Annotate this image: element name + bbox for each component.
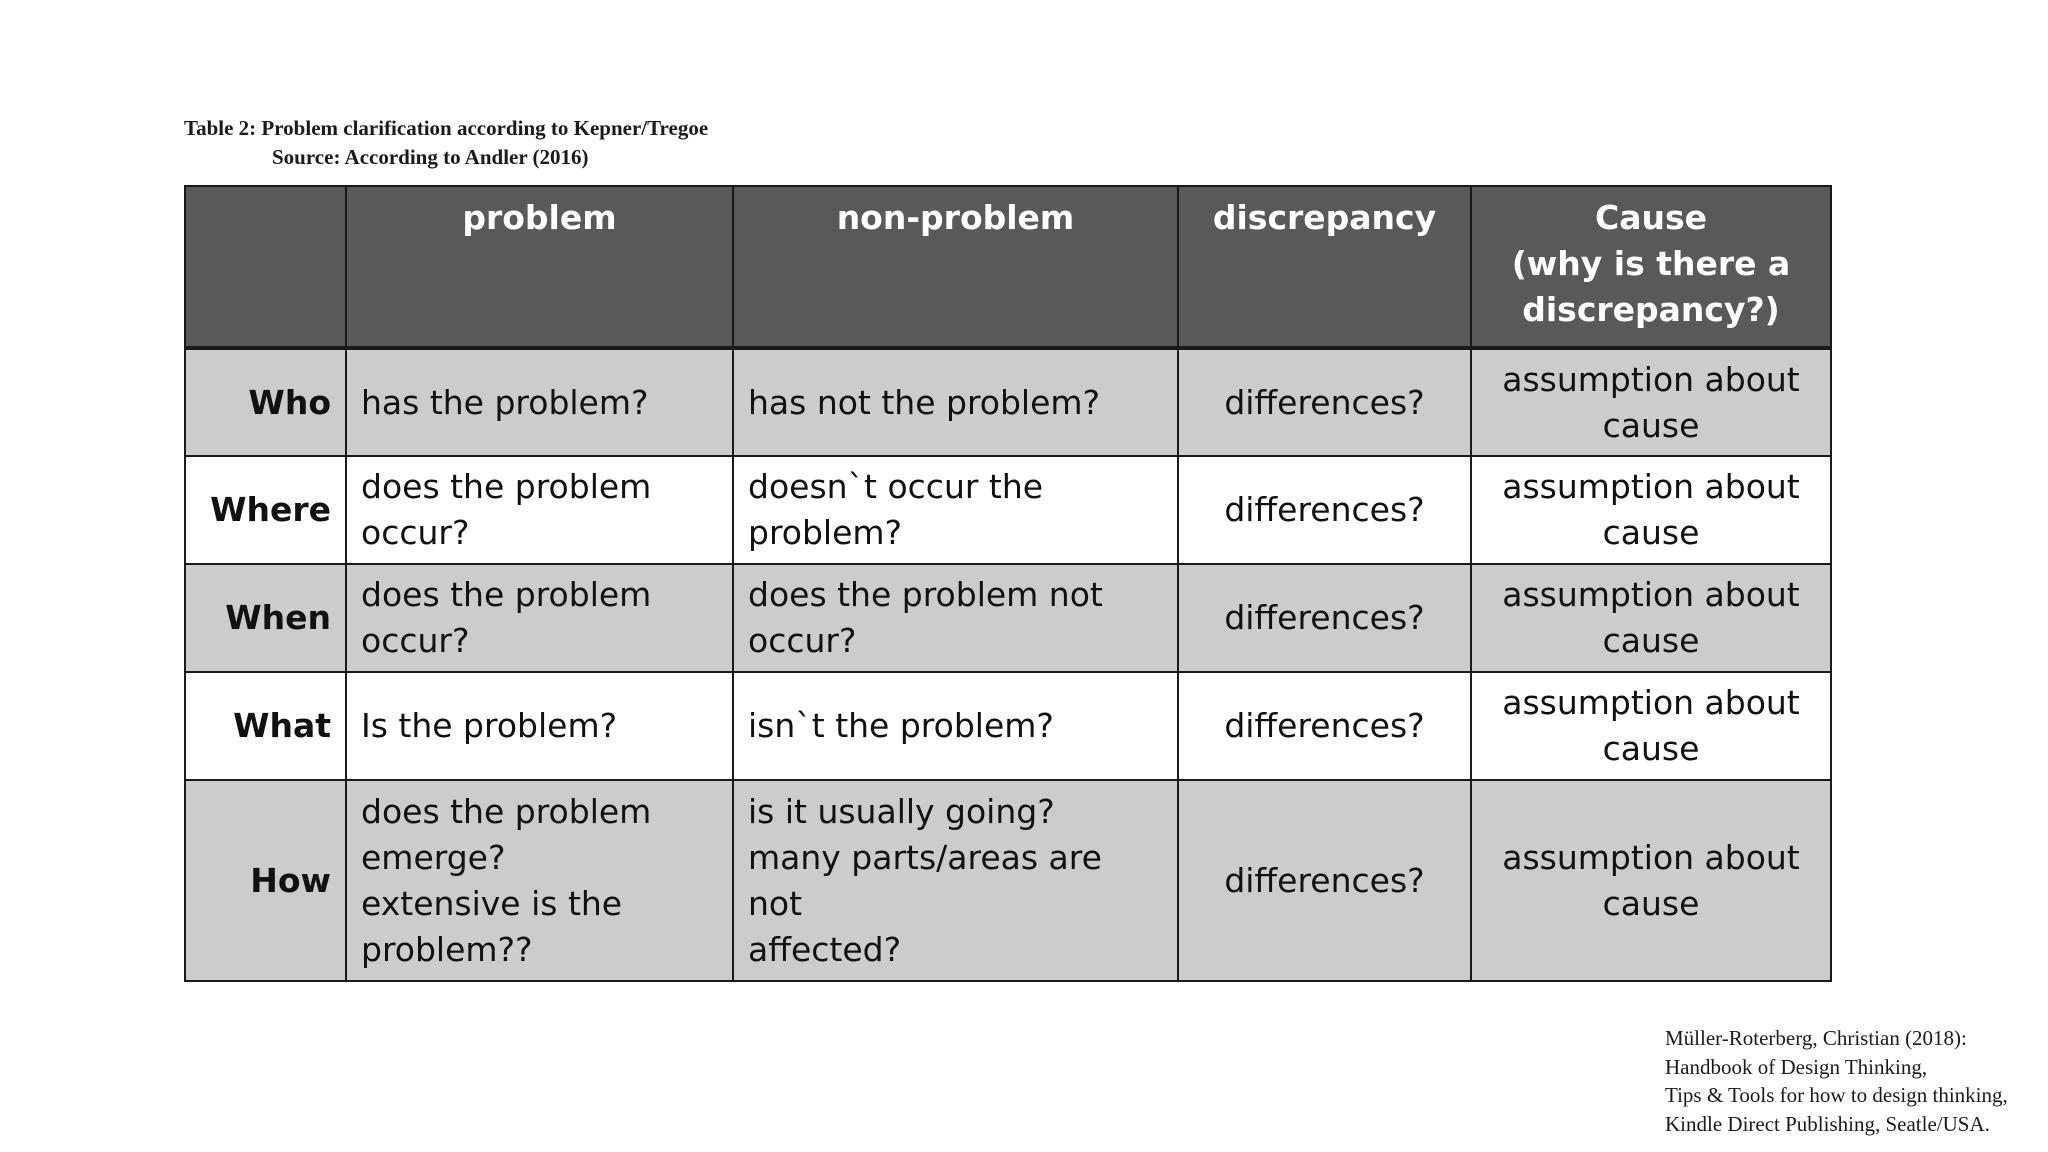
row-label: Where <box>185 456 346 564</box>
cell-non-problem <box>733 348 1178 456</box>
cell-line: assumption about <box>1502 837 1800 877</box>
cell-line: is it usually going? <box>748 791 1055 831</box>
cell-non-problem <box>733 672 1178 780</box>
reference-line: Müller-Roterberg, Christian (2018): <box>1665 1026 1967 1050</box>
cell-line: extensive is the <box>361 883 623 923</box>
cell-line: occur? <box>748 621 857 660</box>
cell-line: assumption about <box>1502 575 1800 614</box>
cell-problem <box>346 456 733 564</box>
cell-line: many parts/areas are not <box>748 837 1102 923</box>
kepner-tregoe-table <box>184 185 1832 982</box>
cell-discrepancy: differences? <box>1178 348 1471 456</box>
cell-non-problem <box>733 456 1178 564</box>
table-row-when <box>185 564 1831 672</box>
cell-line: problem? <box>748 513 903 552</box>
cell-line: has not the problem? <box>748 382 1101 422</box>
cell-line: assumption about <box>1502 683 1800 722</box>
cell-line: occur? <box>361 513 470 552</box>
header-cause-line: Cause <box>1594 198 1707 237</box>
cell-problem <box>346 672 733 780</box>
cell-cause <box>1471 564 1831 672</box>
cell-line: cause <box>1602 621 1700 660</box>
reference-citation <box>1665 1024 2008 1138</box>
cell-line: does the problem <box>361 467 652 506</box>
cell-line: occur? <box>361 621 470 660</box>
cell-line: assumption about <box>1502 359 1800 399</box>
row-label: Who <box>185 348 346 456</box>
cell-line: does the problem <box>361 791 652 831</box>
cell-line: doesn`t occur the <box>748 467 1044 506</box>
cell-cause <box>1471 672 1831 780</box>
cell-line: problem?? <box>361 929 533 969</box>
reference-line: Kindle Direct Publishing, Seatle/USA. <box>1665 1111 1990 1136</box>
reference-line: Handbook of Design Thinking, <box>1665 1054 1928 1079</box>
table-row-where <box>185 456 1831 564</box>
cell-line: cause <box>1602 883 1700 923</box>
cell-discrepancy: differences? <box>1178 456 1471 564</box>
table-source: Source: According to Andler (2016) <box>272 145 589 169</box>
table-row-how <box>185 780 1831 981</box>
cell-line: cause <box>1602 513 1700 552</box>
cell-line: assumption about <box>1502 467 1800 506</box>
cell-problem <box>346 348 733 456</box>
table-row-what <box>185 672 1831 780</box>
row-label: What <box>185 672 346 780</box>
cell-non-problem <box>733 780 1178 981</box>
row-label: How <box>185 780 346 981</box>
cell-problem <box>346 780 733 981</box>
cell-line: does the problem <box>361 575 652 614</box>
header-problem: problem <box>346 186 733 348</box>
cell-non-problem <box>733 564 1178 672</box>
reference-line: Tips & Tools for how to design thinking, <box>1665 1083 2008 1107</box>
cell-problem <box>346 564 733 672</box>
table-caption <box>184 114 708 172</box>
cell-line: isn`t the problem? <box>748 706 1054 745</box>
header-cause-line: discrepancy?) <box>1522 290 1780 329</box>
cell-cause <box>1471 456 1831 564</box>
cell-line: has the problem? <box>361 382 649 422</box>
table-row-who <box>185 348 1831 456</box>
table-title: Table 2: Problem clarification according to Kepner/Tregoe <box>184 116 709 140</box>
header-corner <box>185 186 346 348</box>
header-cause <box>1471 186 1831 348</box>
cell-line: cause <box>1602 729 1700 768</box>
cell-line: Is the problem? <box>361 706 618 745</box>
cell-discrepancy: differences? <box>1178 780 1471 981</box>
cell-discrepancy: differences? <box>1178 672 1471 780</box>
cell-line: cause <box>1602 405 1700 445</box>
cell-discrepancy: differences? <box>1178 564 1471 672</box>
header-non-problem: non-problem <box>733 186 1178 348</box>
cell-cause <box>1471 348 1831 456</box>
header-discrepancy: discrepancy <box>1178 186 1471 348</box>
row-label: When <box>185 564 346 672</box>
cell-line: does the problem not <box>748 575 1103 614</box>
header-cause-line: (why is there a <box>1511 244 1791 283</box>
cell-cause <box>1471 780 1831 981</box>
cell-line: emerge? <box>361 837 506 877</box>
cell-line: affected? <box>748 929 902 969</box>
header-row <box>185 186 1831 348</box>
